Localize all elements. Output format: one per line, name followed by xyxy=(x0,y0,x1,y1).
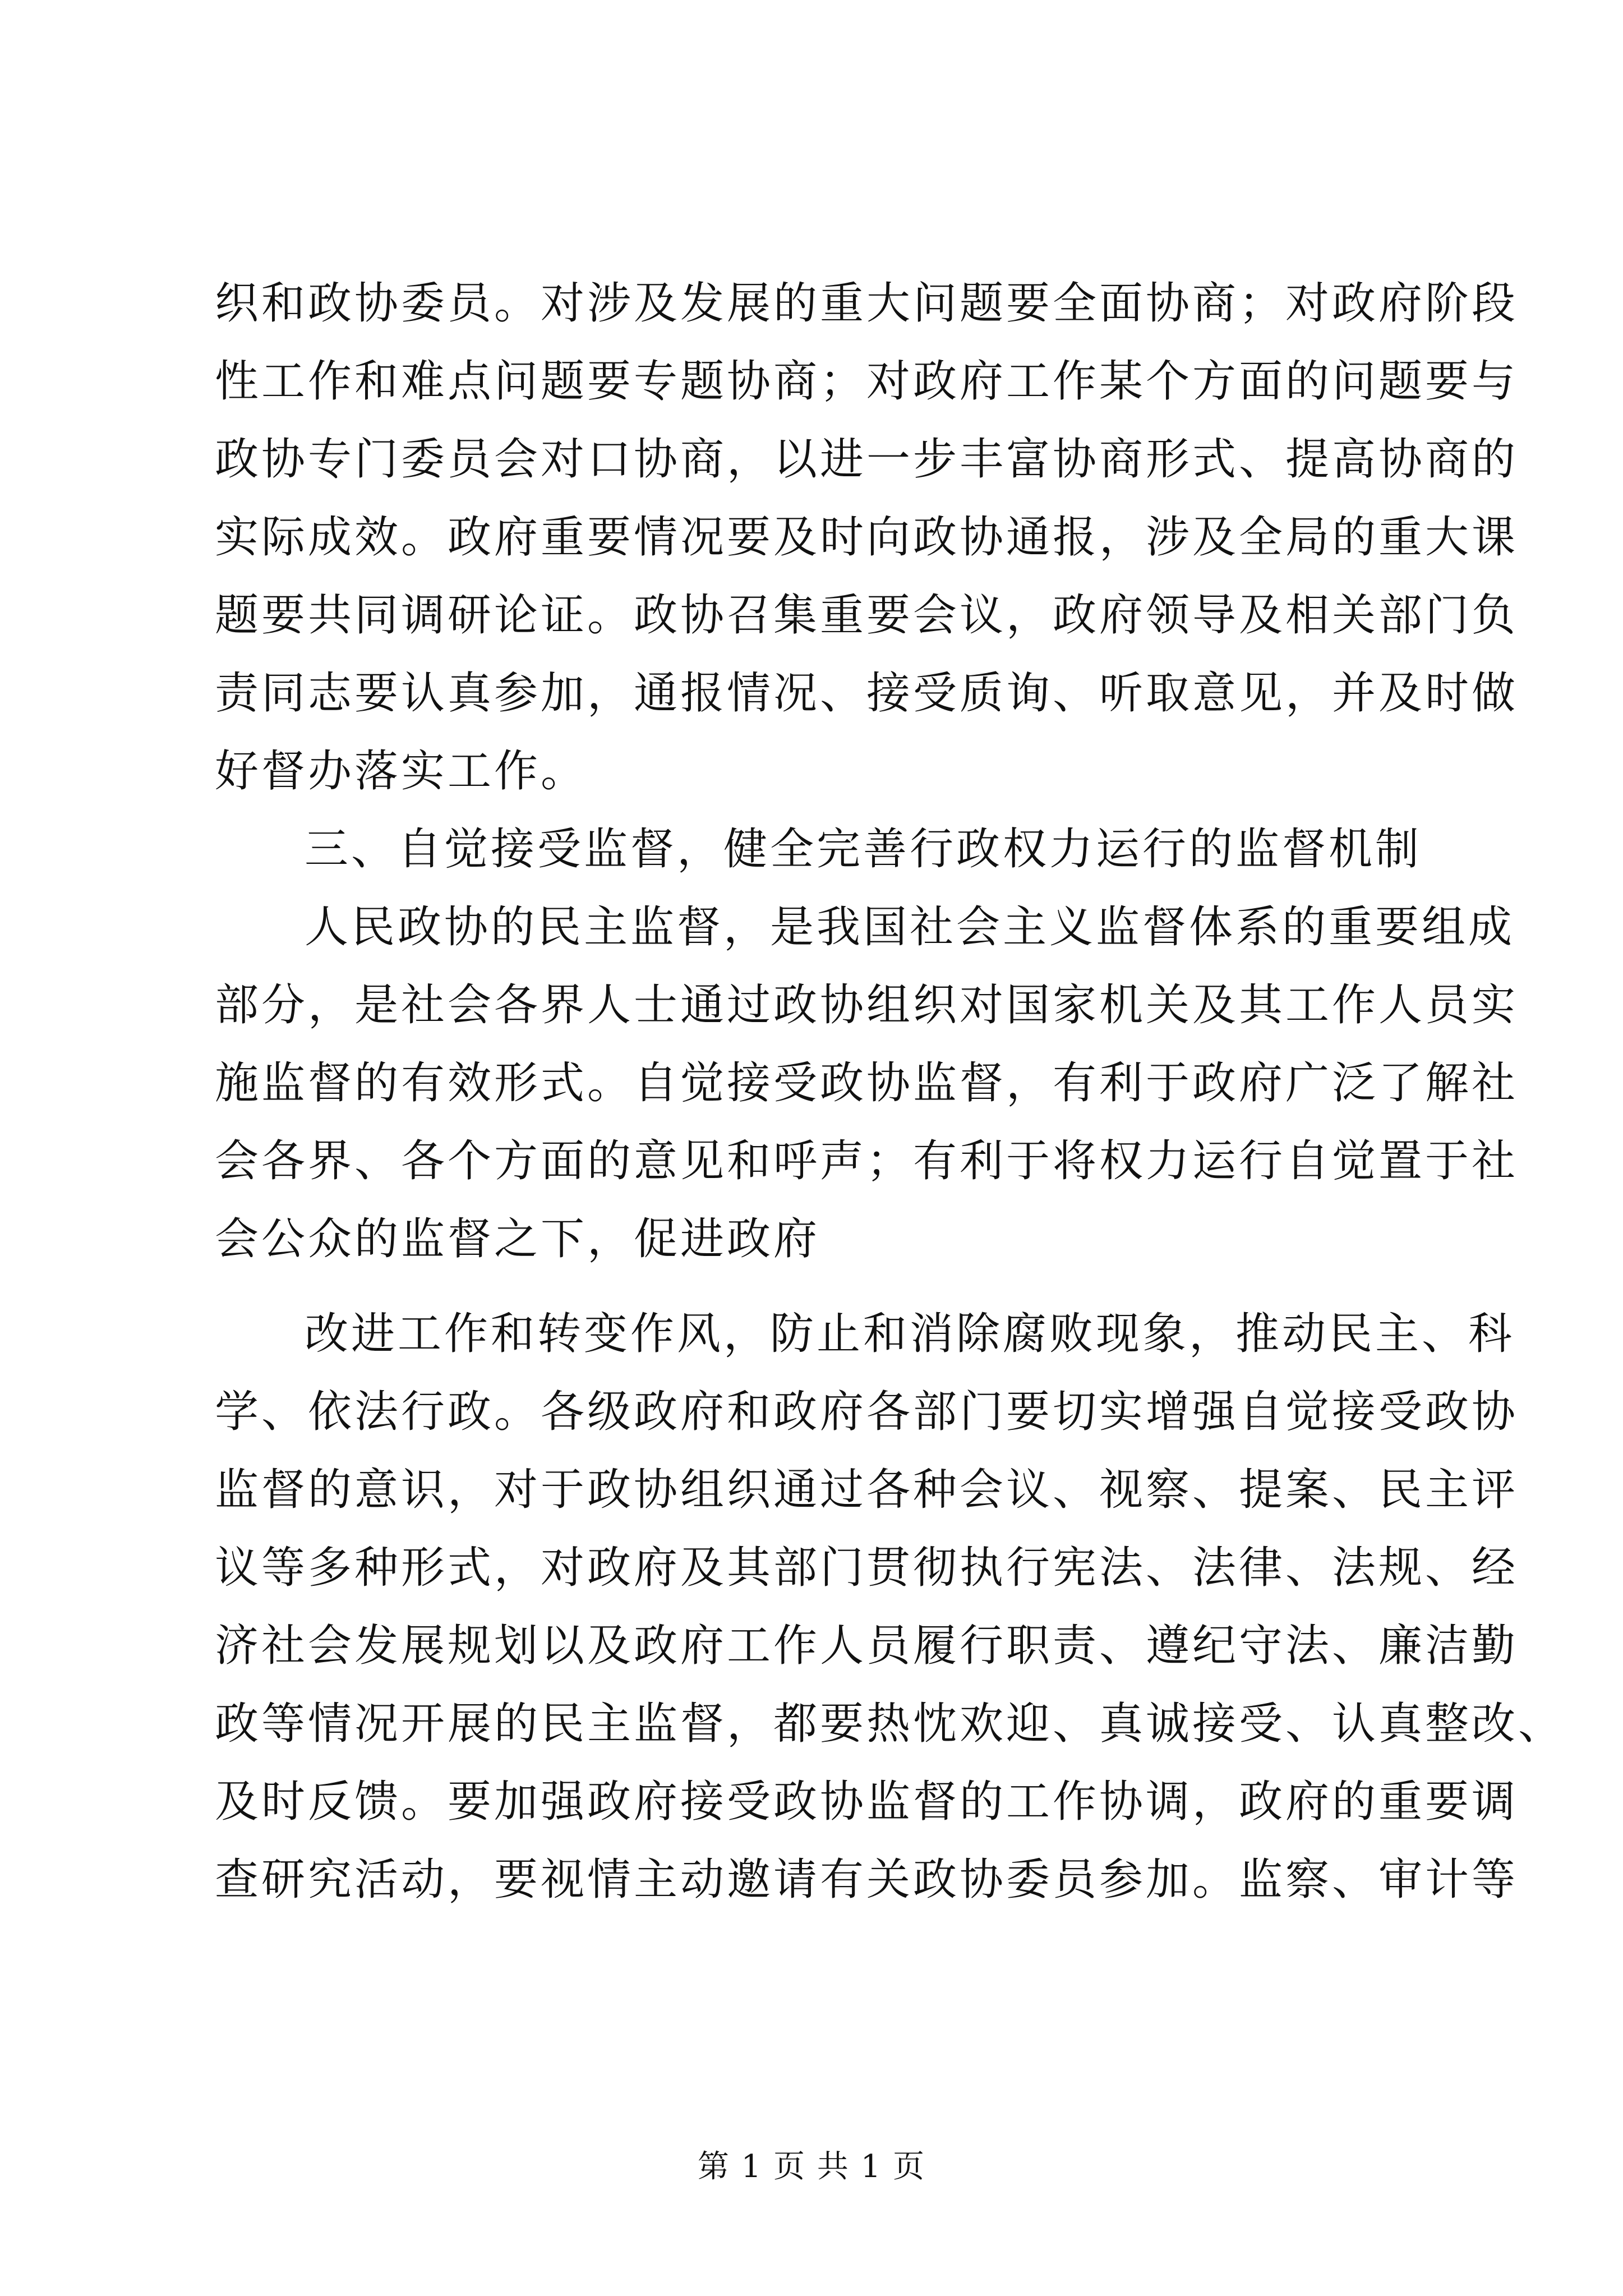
text-line: 济社会发展规划以及政府工作人员履行职责、遵纪守法、廉洁勤 xyxy=(215,1621,1519,1671)
text-line: 学、依法行政。各级政府和政府各部门要切实增强自觉接受政协 xyxy=(215,1387,1519,1437)
text-line: 施监督的有效形式。自觉接受政协监督，有利于政府广泛了解社 xyxy=(215,1058,1519,1108)
document-body xyxy=(215,265,1565,1919)
text-line: 性工作和难点问题要专题协商；对政府工作某个方面的问题要与 xyxy=(215,356,1519,407)
text-line: 议等多种形式，对政府及其部门贯彻执行宪法、法律、法规、经 xyxy=(215,1543,1519,1593)
text-line: 查研究活动，要视情主动邀请有关政协委员参加。监察、审计等 xyxy=(215,1855,1519,1905)
text-line: 责同志要认真参加，通报情况、接受质询、听取意见，并及时做 xyxy=(215,668,1519,719)
text-line: 实际成效。政府重要情况要及时向政协通报，涉及全局的重大课 xyxy=(215,512,1519,563)
text-line: 题要共同调研论证。政协召集重要会议，政府领导及相关部门负 xyxy=(215,590,1519,641)
text-line: 政等情况开展的民主监督，都要热忱欢迎、真诚接受、认真整改、 xyxy=(215,1699,1565,1749)
text-line: 好督办落实工作。 xyxy=(215,746,588,797)
page-footer: 第 1 页 共 1 页 xyxy=(697,2148,926,2185)
text-line: 会各界、各个方面的意见和呼声；有利于将权力运行自觉置于社 xyxy=(215,1136,1519,1186)
text-line: 人民政协的民主监督，是我国社会主义监督体系的重要组成 xyxy=(305,902,1515,953)
section-heading: 三、自觉接受监督，健全完善行政权力运行的监督机制 xyxy=(305,824,1422,875)
text-line: 政协专门委员会对口协商，以进一步丰富协商形式、提高协商的 xyxy=(215,434,1519,485)
text-line: 监督的意识，对于政协组织通过各种会议、视察、提案、民主评 xyxy=(215,1465,1519,1515)
text-line: 会公众的监督之下，促进政府 xyxy=(215,1214,820,1264)
text-line: 改进工作和转变作风，防止和消除腐败现象，推动民主、科 xyxy=(305,1309,1515,1359)
text-line: 织和政协委员。对涉及发展的重大问题要全面协商；对政府阶段 xyxy=(215,278,1519,329)
text-line: 及时反馈。要加强政府接受政协监督的工作协调，政府的重要调 xyxy=(215,1777,1519,1827)
text-line: 部分，是社会各界人士通过政协组织对国家机关及其工作人员实 xyxy=(215,980,1519,1030)
